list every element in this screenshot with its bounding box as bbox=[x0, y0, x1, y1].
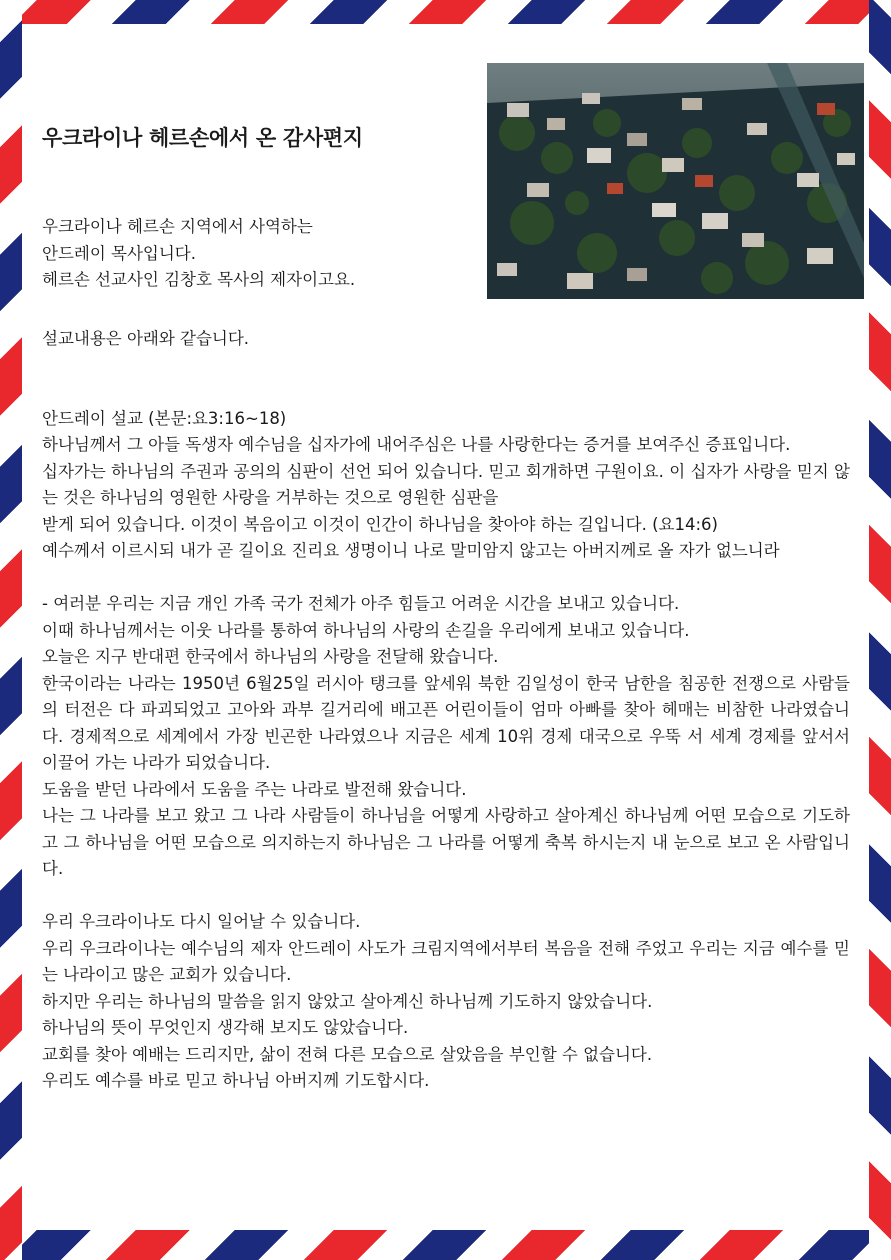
section3-line: 교회를 찾아 예배는 드리지만, 삶이 전혀 다른 모습으로 살았음을 부인할 수 없습니다. bbox=[42, 1044, 653, 1064]
sermon-line: 십자가는 하나님의 주권과 공의의 심판이 선언 되어 있습니다. 믿고 회개하면 구원이요. 이 십자가 사랑을 믿지 않는 것은 하나님의 영원한 사랑을 거부하는 것으로 영원한 심판을 bbox=[42, 461, 850, 507]
photo-illustration bbox=[487, 63, 864, 299]
sermon-heading: 안드레이 설교 (본문:요3:16~18) bbox=[42, 408, 287, 428]
section2-line: 한국이라는 나라는 1950년 6월25일 러시아 탱크를 앞세워 북한 김일성이 한국 남한을 침공한 전쟁으로 사람들의 터전은 다 파괴되었고 고아와 과부 길거리에 배고픈 어린이들이 엄마 아빠를 찾아 헤매는 비참한 나라였습니다. 경제적으로 세계에서 가장 빈곤한 나라였으나 지금은 세계 10위 경제 대국으로 우뚝 서 세계 경제를 앞서서 이끌어 가는 나라가 되었습니다. bbox=[42, 673, 850, 772]
airmail-border-left bbox=[0, 0, 22, 1260]
letter-body bbox=[42, 326, 850, 1095]
section3-line: 우리 우크라이나도 다시 일어날 수 있습니다. bbox=[42, 912, 361, 931]
flooded-town-aerial-photo bbox=[487, 63, 864, 299]
section2-line: 도움을 받던 나라에서 도움을 주는 나라로 발전해 왔습니다. bbox=[42, 779, 467, 799]
section3-line: 하지만 우리는 하나님의 말씀을 읽지 않았고 살아계신 하나님께 기도하지 않았습니다. bbox=[42, 991, 653, 1011]
intro-paragraph bbox=[42, 214, 472, 294]
letter-sheet bbox=[22, 24, 869, 1230]
airmail-border-bottom bbox=[0, 1230, 891, 1260]
section2-line: 이때 하나님께서는 이웃 나라를 통하여 하나님의 사랑의 손길을 우리에게 보내고 있습니다. bbox=[42, 620, 690, 640]
section3-line: 우리 우크라이나는 예수님의 제자 안드레이 사도가 크림지역에서부터 복음을 전해 주었고 우리는 지금 예수를 믿는 나라이고 많은 교회가 있습니다. bbox=[42, 938, 850, 984]
letter-title: 우크라이나 헤르손에서 온 감사편지 bbox=[42, 126, 363, 150]
section3-line: 우리도 예수를 바로 믿고 하나님 아버지께 기도합시다. bbox=[42, 1071, 430, 1090]
section2-line: 나는 그 나라를 보고 왔고 그 나라 사람들이 하나님을 어떻게 사랑하고 살아계신 하나님께 어떤 모습으로 기도하고 그 하나님을 어떤 모습으로 의지하는지 하나님은 그 나라를 어떻게 축복 하시는지 내 눈으로 보고 온 사람입니다. bbox=[42, 806, 850, 878]
intro-line: 안드레이 목사입니다. bbox=[42, 243, 196, 263]
sermon-note: 설교내용은 아래와 같습니다. bbox=[42, 329, 250, 348]
sermon-line: 하나님께서 그 아들 독생자 예수님을 십자가에 내어주심은 나를 사랑한다는 증거를 보여주신 증표입니다. bbox=[42, 435, 791, 454]
airmail-border-top bbox=[0, 0, 891, 24]
sermon-line: 받게 되어 있습니다. 이것이 복음이고 이것이 인간이 하나님을 찾아야 하는 길입니다. (요14:6) bbox=[42, 514, 718, 534]
sermon-line: 예수께서 이르시되 내가 곧 길이요 진리요 생명이니 나로 말미암지 않고는 아버지께로 올 자가 없느니라 bbox=[42, 541, 780, 560]
section3-line: 하나님의 뜻이 무엇인지 생각해 보지도 않았습니다. bbox=[42, 1018, 409, 1037]
intro-line: 헤르손 선교사인 김창호 목사의 제자이고요. bbox=[42, 270, 356, 289]
intro-line: 우크라이나 헤르손 지역에서 사역하는 bbox=[42, 217, 313, 236]
section2-line: - 여러분 우리는 지금 개인 가족 국가 전체가 아주 힘들고 어려운 시간을 보내고 있습니다. bbox=[42, 594, 680, 613]
section2-line: 오늘은 지구 반대편 한국에서 하나님의 사랑을 전달해 왔습니다. bbox=[42, 647, 499, 666]
airmail-border-right bbox=[869, 0, 891, 1260]
